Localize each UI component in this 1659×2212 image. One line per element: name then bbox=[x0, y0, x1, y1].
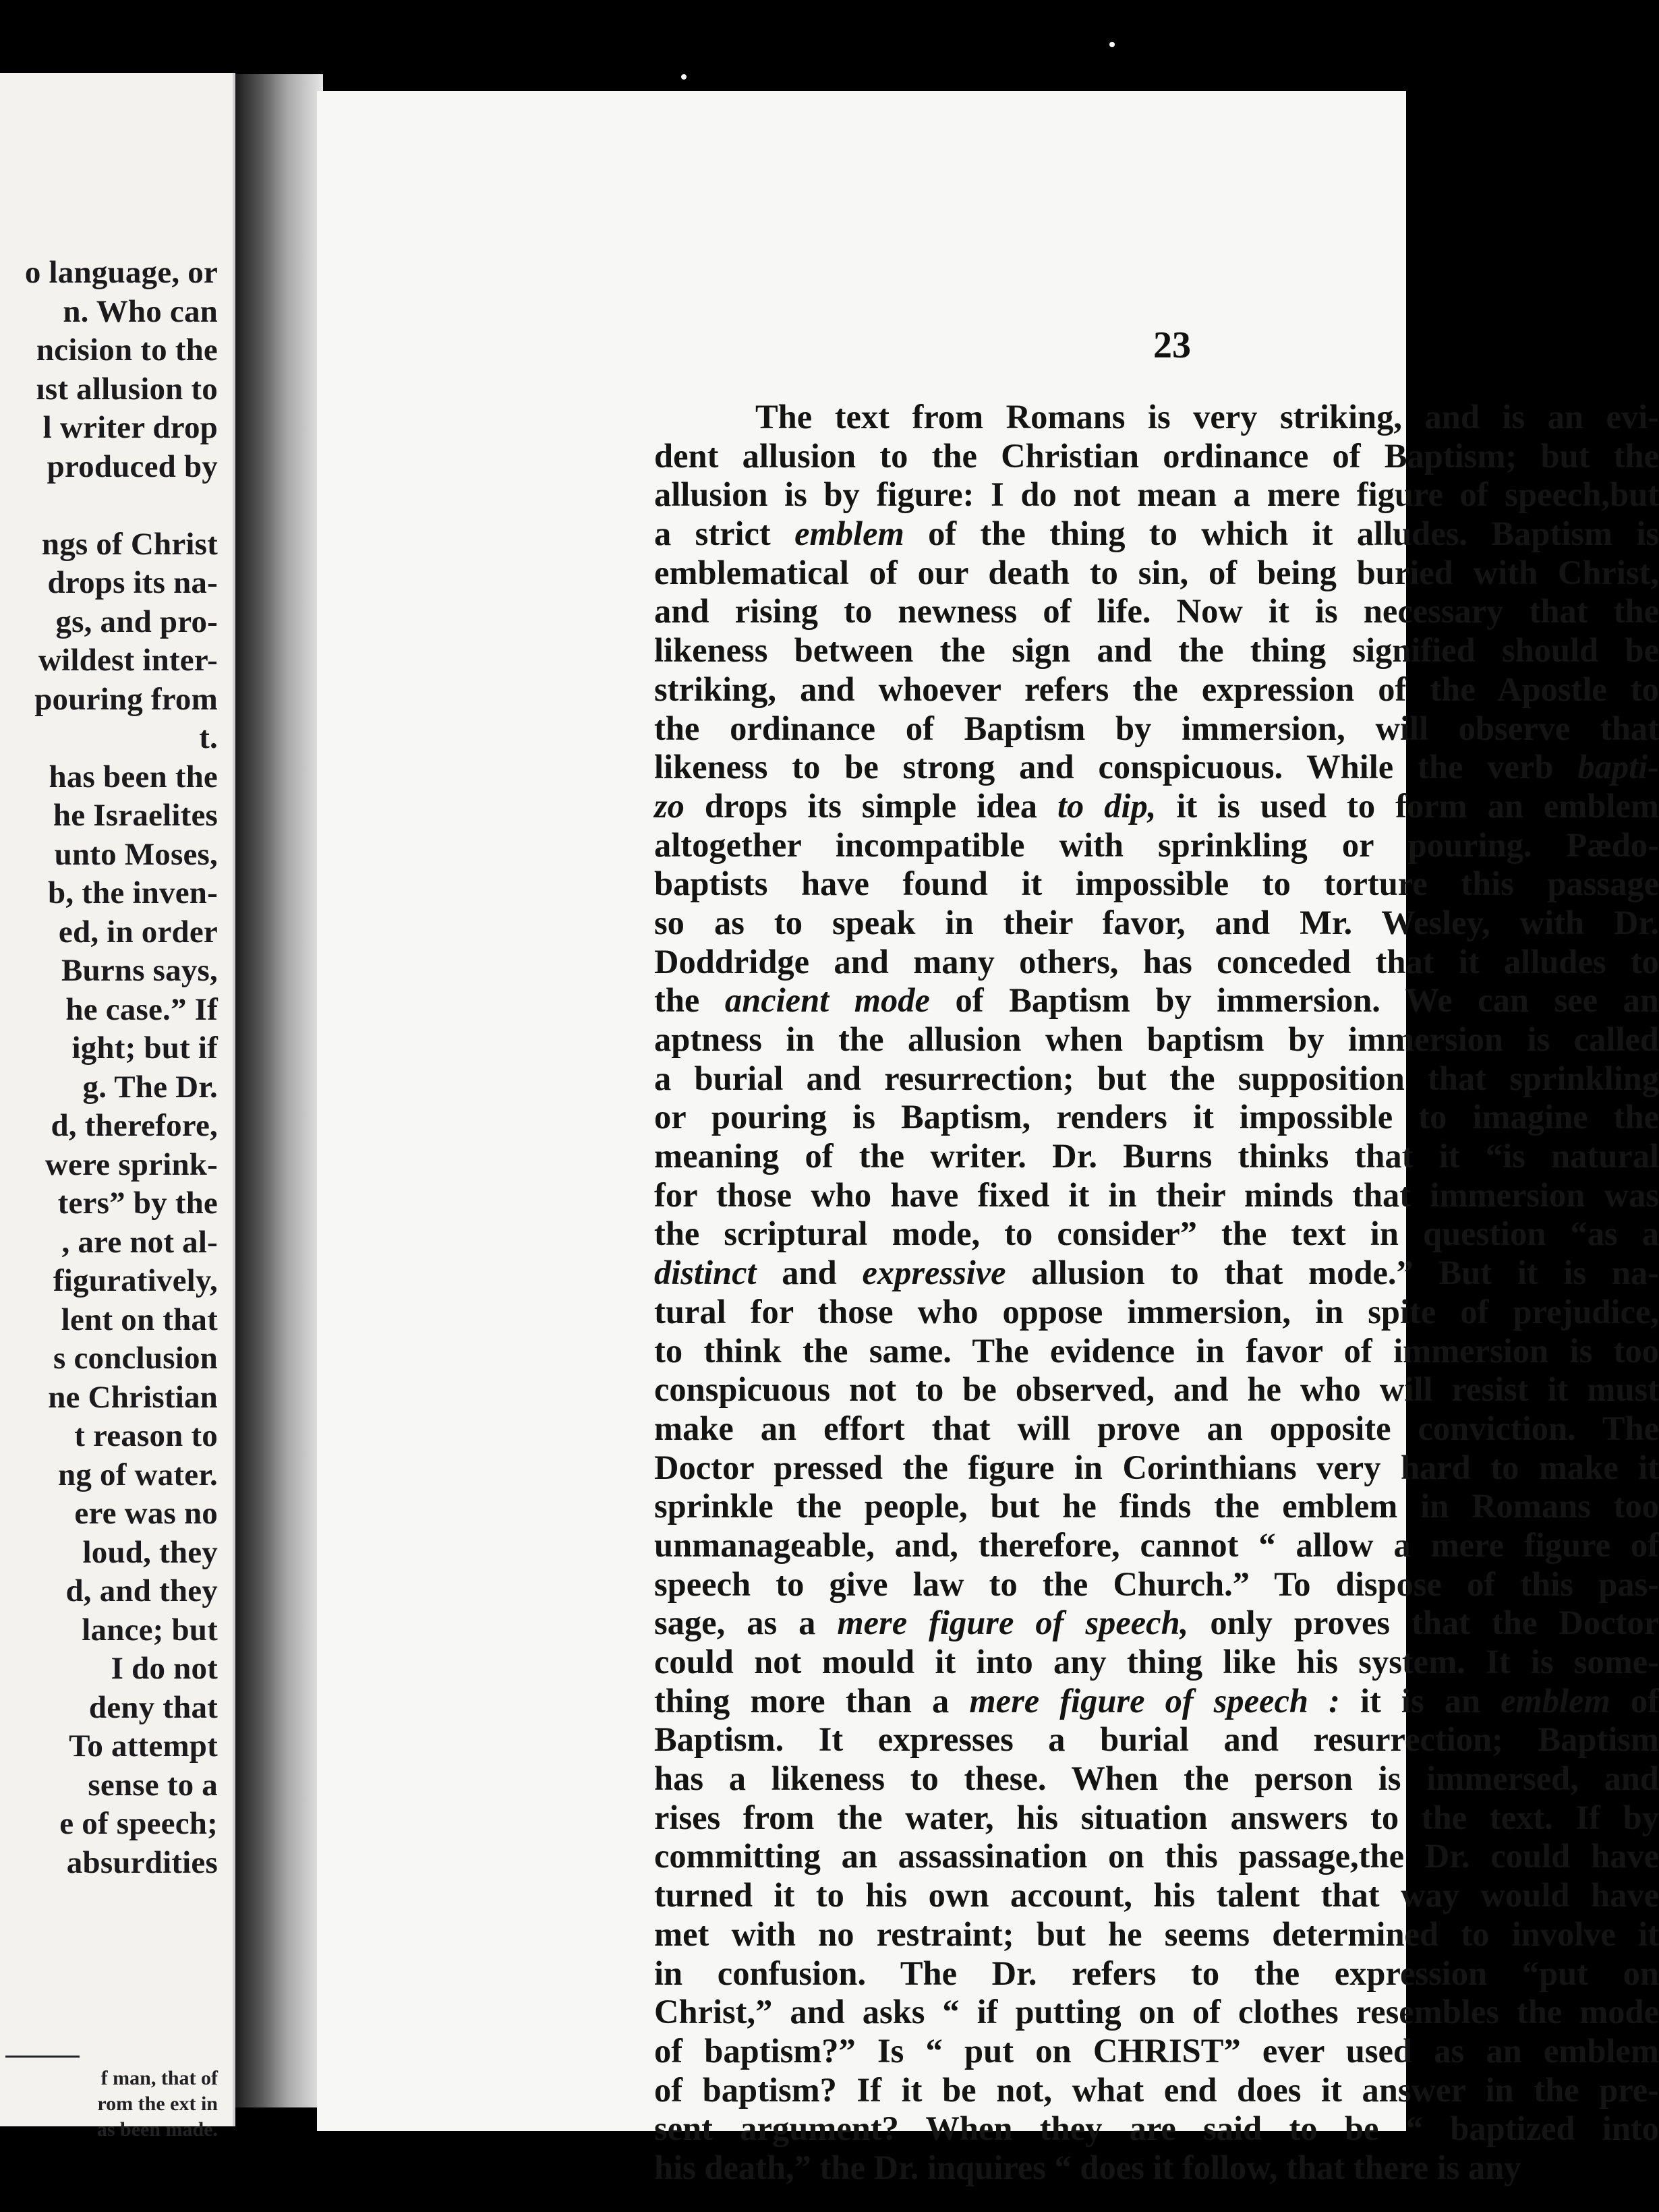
text-line bbox=[654, 515, 1659, 554]
text-segment: meaning of the writer. Dr. Burns thinks that it “is natural bbox=[654, 1137, 1659, 1175]
left-text-line: t reason to bbox=[74, 1418, 218, 1453]
text-line bbox=[654, 2032, 1659, 2071]
text-segment: likeness to be strong and conspicuous. While the verb bbox=[654, 748, 1578, 786]
left-text-line: he case.” If bbox=[65, 991, 218, 1027]
text-line bbox=[654, 1137, 1659, 1176]
left-text-line: deny that bbox=[88, 1689, 218, 1725]
text-segment: Baptism. It expresses a burial and resurrection; Baptism bbox=[654, 1720, 1659, 1759]
italic-text: mere figure of speech, bbox=[837, 1604, 1189, 1642]
page-number: 23 bbox=[1153, 324, 1191, 366]
text-line bbox=[654, 592, 1659, 631]
italic-text: zo bbox=[654, 786, 685, 825]
text-line bbox=[654, 1915, 1659, 1954]
text-line bbox=[654, 1526, 1659, 1565]
text-segment: tural for those who oppose immersion, in spite of prejudice, bbox=[654, 1292, 1659, 1331]
text-line bbox=[654, 1876, 1659, 1915]
left-text-line: loud, they bbox=[82, 1534, 218, 1570]
italic-text: bapti- bbox=[1577, 748, 1659, 786]
text-line bbox=[654, 1682, 1659, 1721]
text-line bbox=[654, 943, 1659, 982]
left-text-line: ne Christian bbox=[48, 1379, 218, 1415]
left-text-line: o language, or bbox=[24, 255, 218, 290]
text-segment: has a likeness to these. When the person is immersed, and bbox=[654, 1759, 1659, 1798]
footnote-line: rom the ext in bbox=[97, 2093, 218, 2115]
left-text-line: sense to a bbox=[88, 1767, 218, 1803]
text-segment: only proves that the Doctor bbox=[1188, 1604, 1659, 1642]
text-line bbox=[654, 1565, 1659, 1604]
left-text-line: ncision to the bbox=[36, 332, 218, 368]
left-facing-page bbox=[0, 73, 235, 2141]
left-text-line bbox=[5, 486, 218, 525]
text-line bbox=[654, 1409, 1659, 1449]
left-text-line: figuratively, bbox=[53, 1263, 218, 1298]
speck bbox=[1109, 42, 1115, 47]
left-text-line: has been the bbox=[49, 759, 218, 794]
text-segment: to think the same. The evidence in favor of immersion is too bbox=[654, 1331, 1659, 1370]
text-segment: sprinkle the people, but he finds the emblem in Romans too bbox=[654, 1487, 1659, 1525]
text-segment: of baptism? If it be not, what end does it answer in the pre- bbox=[654, 2070, 1659, 2109]
text-segment: could not mould it into any thing like his system. It is some- bbox=[654, 1643, 1659, 1681]
right-page bbox=[317, 91, 1659, 2186]
text-segment: emblematical of our death to sin, of being buried with Christ, bbox=[654, 553, 1659, 591]
left-text-line: , are not al- bbox=[61, 1224, 218, 1260]
left-text-line: e of speech; bbox=[59, 1806, 218, 1841]
text-segment: of bbox=[1610, 1681, 1659, 1720]
text-segment: the bbox=[654, 981, 725, 1020]
left-text-line: lent on that bbox=[61, 1302, 218, 1337]
body-text bbox=[654, 398, 1659, 2188]
text-segment: rises from the water, his situation answers to the text. If by bbox=[654, 1798, 1659, 1836]
left-text-line: ıst allusion to bbox=[36, 371, 218, 407]
left-text-line: ight; but if bbox=[71, 1030, 218, 1066]
text-segment: Doctor pressed the figure in Corinthians very hard to make it bbox=[654, 1448, 1659, 1486]
left-text-line: pouring from bbox=[34, 681, 218, 717]
text-line bbox=[654, 981, 1659, 1020]
italic-text: ancient mode bbox=[724, 981, 930, 1020]
left-text-line: he Israelites bbox=[53, 798, 218, 833]
text-line bbox=[654, 1098, 1659, 1137]
text-line bbox=[654, 1215, 1659, 1254]
text-segment: dent allusion to the Christian ordinance of Baptism; but the bbox=[654, 436, 1659, 475]
left-text-line: drops its na- bbox=[47, 565, 218, 600]
text-line bbox=[654, 1293, 1659, 1332]
text-line bbox=[654, 1254, 1659, 1293]
left-text-line: s conclusion bbox=[53, 1341, 218, 1376]
text-segment: of baptism?” Is “ put on CHRIST” ever used as an emblem bbox=[654, 2031, 1659, 2070]
text-line bbox=[654, 826, 1659, 865]
text-segment: Christ,” and asks “ if putting on of clothes resembles the mode bbox=[654, 1993, 1659, 2031]
text-segment: and rising to newness of life. Now it is necessary that the bbox=[654, 592, 1659, 631]
italic-text: mere figure of speech : bbox=[969, 1681, 1340, 1720]
left-text-line: I do not bbox=[111, 1651, 218, 1686]
left-text-line: lance; but bbox=[82, 1612, 218, 1648]
text-line bbox=[654, 865, 1659, 904]
text-segment: the ordinance of Baptism by immersion, will observe that bbox=[654, 709, 1659, 747]
text-line bbox=[654, 1020, 1659, 1059]
left-text-line: ed, in order bbox=[58, 914, 218, 950]
text-line bbox=[654, 1059, 1659, 1099]
left-text-line: t. bbox=[199, 720, 218, 755]
left-text-line: To attempt bbox=[69, 1728, 218, 1764]
left-text-line: unto Moses, bbox=[54, 836, 218, 872]
text-line bbox=[654, 1993, 1659, 2032]
text-segment: baptists have found it impossible to torture this passage bbox=[654, 865, 1659, 903]
text-segment: Doddridge and many others, has conceded that it alludes to bbox=[654, 942, 1659, 981]
left-text-line: produced by bbox=[47, 448, 218, 484]
text-segment: turned it to his own account, his talent that way would have bbox=[654, 1876, 1659, 1915]
footnote-rule bbox=[5, 2056, 80, 2058]
text-segment: his death,” the Dr. inquires “ does it follow, that there is any bbox=[654, 2148, 1521, 2186]
italic-text: distinct bbox=[654, 1254, 757, 1292]
left-page-text bbox=[5, 254, 218, 1882]
text-segment: aptness in the allusion when baptism by immersion is called bbox=[654, 1020, 1659, 1058]
text-line bbox=[654, 709, 1659, 749]
left-page-footnote bbox=[5, 2066, 218, 2143]
text-line bbox=[654, 1720, 1659, 1759]
text-segment: sage, as a bbox=[654, 1604, 838, 1642]
text-line bbox=[654, 2109, 1659, 2149]
footnote-line: f man, that of bbox=[100, 2067, 218, 2089]
text-line bbox=[654, 2149, 1659, 2188]
text-line bbox=[654, 670, 1659, 709]
text-line bbox=[654, 1837, 1659, 1876]
text-segment: the scriptural mode, to consider” the text in question “as a bbox=[654, 1215, 1659, 1253]
text-line bbox=[654, 2071, 1659, 2110]
text-line bbox=[654, 1799, 1659, 1838]
footnote-line: as been made. bbox=[96, 2118, 218, 2141]
text-segment: a burial and resurrection; but the supposition that sprinkling bbox=[654, 1059, 1659, 1097]
text-segment: speech to give law to the Church.” To dispose of this pas- bbox=[654, 1565, 1659, 1603]
text-line bbox=[654, 1332, 1659, 1371]
text-segment: thing more than a bbox=[654, 1681, 970, 1720]
text-line bbox=[654, 904, 1659, 943]
text-line bbox=[654, 748, 1659, 787]
text-line bbox=[654, 554, 1659, 593]
text-segment: in confusion. The Dr. refers to the expression “put on bbox=[654, 1954, 1659, 1992]
left-text-line: ters” by the bbox=[57, 1186, 218, 1221]
left-text-line: l writer drop bbox=[42, 410, 218, 445]
text-segment: and bbox=[756, 1254, 863, 1292]
text-line bbox=[654, 787, 1659, 826]
text-segment: sent argument? When they are said to be “ baptized into bbox=[654, 2109, 1659, 2148]
text-segment: make an effort that will prove an opposite conviction. The bbox=[654, 1409, 1659, 1447]
text-segment: altogether incompatible with sprinkling or pouring. Pædo- bbox=[654, 825, 1659, 864]
italic-text: emblem bbox=[1501, 1681, 1610, 1720]
text-line bbox=[654, 398, 1659, 437]
text-line bbox=[654, 1643, 1659, 1682]
text-line bbox=[654, 1176, 1659, 1215]
text-line bbox=[654, 1759, 1659, 1799]
text-segment: met with no restraint; but he seems determined to involve it bbox=[654, 1915, 1659, 1953]
text-line bbox=[654, 1604, 1659, 1643]
text-segment: drops its simple idea bbox=[684, 786, 1057, 825]
text-segment: likeness between the sign and the thing signified should be bbox=[654, 631, 1659, 670]
text-segment: for those who have fixed it in their minds that immersion was bbox=[654, 1175, 1659, 1214]
left-text-line: ngs of Christ bbox=[41, 526, 218, 562]
text-segment: it is used to form an emblem bbox=[1156, 786, 1659, 825]
left-text-line: d, and they bbox=[65, 1573, 218, 1608]
text-line bbox=[654, 475, 1659, 515]
italic-text: to dip, bbox=[1057, 786, 1157, 825]
speck bbox=[681, 74, 687, 80]
left-text-line: gs, and pro- bbox=[55, 604, 218, 639]
italic-text: expressive bbox=[862, 1254, 1006, 1292]
text-segment: of the thing to which it alludes. Baptism is bbox=[904, 515, 1659, 553]
left-text-line: wildest inter- bbox=[38, 643, 218, 678]
left-text-line: ere was no bbox=[74, 1496, 218, 1531]
text-segment: The text from Romans is very striking, and is an evi- bbox=[755, 398, 1659, 436]
text-segment: allusion is by figure: I do not mean a mere figure of speech,but bbox=[654, 475, 1659, 514]
text-line bbox=[654, 1487, 1659, 1526]
italic-text: emblem bbox=[794, 515, 904, 553]
text-segment: so as to speak in their favor, and Mr. Wesley, with Dr. bbox=[654, 903, 1659, 941]
text-line bbox=[654, 631, 1659, 670]
text-segment: it is an bbox=[1339, 1681, 1501, 1720]
text-segment: conspicuous not to be observed, and he who will resist it must bbox=[654, 1370, 1659, 1409]
book-gutter bbox=[235, 74, 323, 2107]
left-text-line: absurdities bbox=[66, 1844, 218, 1880]
left-text-line: were sprink- bbox=[45, 1146, 218, 1182]
text-segment: of Baptism by immersion. We can see an bbox=[929, 981, 1659, 1020]
text-segment: unmanageable, and, therefore, cannot “ allow a mere figure of bbox=[654, 1525, 1659, 1564]
left-text-line: b, the inven- bbox=[48, 875, 218, 910]
text-line bbox=[654, 1954, 1659, 1993]
text-line bbox=[654, 437, 1659, 476]
left-text-line: g. The Dr. bbox=[82, 1069, 218, 1105]
text-line bbox=[654, 1370, 1659, 1409]
left-text-line: ng of water. bbox=[58, 1457, 218, 1492]
left-text-line: Burns says, bbox=[61, 953, 218, 988]
text-segment: a strict bbox=[654, 515, 795, 553]
left-text-line: n. Who can bbox=[63, 293, 218, 329]
text-segment: or pouring is Baptism, renders it impossible to imagine the bbox=[654, 1098, 1659, 1136]
text-segment: striking, and whoever refers the expression of the Apostle to bbox=[654, 670, 1659, 708]
text-segment: allusion to that mode.” But it is na- bbox=[1006, 1254, 1659, 1292]
text-segment: committing an assassination on this passage,the Dr. could have bbox=[654, 1837, 1659, 1875]
left-text-line: d, therefore, bbox=[51, 1108, 218, 1143]
text-line bbox=[654, 1449, 1659, 1488]
